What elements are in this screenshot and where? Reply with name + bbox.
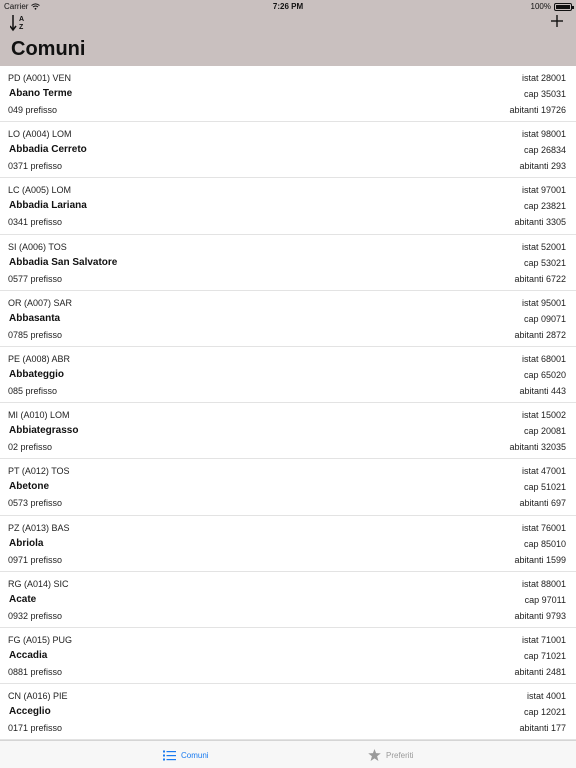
comune-cap: cap 71021 bbox=[523, 650, 566, 661]
tab-comuni[interactable] bbox=[163, 741, 209, 768]
row-line-top bbox=[8, 354, 566, 364]
row-line-bottom bbox=[8, 442, 566, 452]
row-line-bottom bbox=[8, 555, 566, 565]
row-line-top bbox=[8, 579, 566, 589]
page-title: Comuni bbox=[11, 38, 86, 60]
comune-code: PD (A001) VEN bbox=[8, 73, 72, 83]
comune-istat: istat 98001 bbox=[521, 129, 566, 140]
comune-name: Abbadia Cerreto bbox=[9, 144, 87, 156]
row-line-top bbox=[8, 635, 566, 645]
comune-abitanti: abitanti 32035 bbox=[509, 442, 566, 453]
row-line-top bbox=[8, 129, 566, 139]
comune-prefisso: 085 prefisso bbox=[8, 385, 58, 396]
comune-istat: istat 47001 bbox=[521, 466, 566, 477]
comune-istat: istat 95001 bbox=[521, 297, 566, 308]
comune-code: LO (A004) LOM bbox=[8, 129, 72, 140]
comune-prefisso: 0341 prefisso bbox=[8, 217, 63, 228]
list-item[interactable] bbox=[0, 66, 576, 122]
row-line-top bbox=[8, 185, 566, 195]
comune-cap: cap 97011 bbox=[524, 594, 566, 605]
comune-name: Acate bbox=[9, 593, 37, 605]
list-item[interactable] bbox=[0, 684, 576, 740]
list-item[interactable] bbox=[0, 516, 576, 572]
comune-name: Abetone bbox=[9, 481, 49, 493]
comune-code: SI (A006) TOS bbox=[8, 241, 67, 252]
row-line-top bbox=[8, 73, 566, 83]
comune-istat: istat 76001 bbox=[521, 522, 566, 533]
comune-prefisso: 0971 prefisso bbox=[8, 554, 63, 565]
row-line-middle bbox=[8, 650, 566, 661]
comune-code: PE (A008) ABR bbox=[8, 353, 71, 364]
row-line-middle bbox=[8, 481, 566, 492]
list-item[interactable] bbox=[0, 403, 576, 459]
comune-cap: cap 09071 bbox=[523, 313, 566, 324]
tab-preferiti[interactable] bbox=[368, 741, 414, 768]
comune-abitanti: abitanti 177 bbox=[519, 723, 566, 734]
row-line-top bbox=[8, 466, 566, 476]
row-line-middle bbox=[8, 538, 566, 549]
list-item[interactable] bbox=[0, 347, 576, 403]
comune-prefisso: 02 prefisso bbox=[8, 442, 53, 453]
comune-code: OR (A007) SAR bbox=[8, 297, 73, 308]
comune-abitanti: abitanti 6722 bbox=[514, 273, 566, 284]
comune-name: Abbadia San Salvatore bbox=[9, 256, 118, 268]
list-item[interactable] bbox=[0, 122, 576, 178]
comune-abitanti: abitanti 2872 bbox=[514, 329, 566, 340]
row-line-top bbox=[8, 691, 566, 701]
tab-comuni-label: Comuni bbox=[181, 750, 209, 760]
comune-abitanti: abitanti 697 bbox=[519, 498, 566, 509]
comune-code: CN (A016) PIE bbox=[8, 691, 68, 702]
list-icon bbox=[163, 750, 176, 761]
row-line-top bbox=[8, 242, 566, 252]
tab-bar bbox=[0, 740, 576, 768]
comune-abitanti: abitanti 3305 bbox=[514, 217, 566, 228]
row-line-middle bbox=[8, 144, 566, 155]
comune-istat: istat 97001 bbox=[521, 185, 566, 196]
comune-name: Abbadia Lariana bbox=[9, 200, 87, 212]
row-line-middle bbox=[8, 706, 566, 717]
comune-name: Abbateggio bbox=[9, 368, 64, 380]
comune-code: RG (A014) SIC bbox=[8, 578, 69, 589]
battery-percent: 100% bbox=[530, 2, 551, 11]
row-line-bottom bbox=[8, 330, 566, 340]
list-item[interactable] bbox=[0, 459, 576, 515]
row-line-middle bbox=[8, 594, 566, 605]
comune-prefisso: 0577 prefisso bbox=[8, 273, 63, 284]
comune-istat: istat 88001 bbox=[521, 578, 566, 589]
row-line-bottom bbox=[8, 105, 566, 115]
comune-cap: cap 35031 bbox=[523, 89, 566, 99]
comune-abitanti: abitanti 2481 bbox=[514, 666, 566, 677]
comune-code: MI (A010) LOM bbox=[8, 410, 70, 421]
comune-name: Abbiategrasso bbox=[9, 425, 79, 437]
row-line-bottom bbox=[8, 498, 566, 508]
comune-cap: cap 65020 bbox=[523, 369, 566, 380]
comune-prefisso: 0785 prefisso bbox=[8, 329, 63, 340]
comune-cap: cap 12021 bbox=[523, 707, 566, 718]
comune-name: Abano Terme bbox=[9, 88, 73, 99]
comune-cap: cap 26834 bbox=[523, 145, 566, 156]
comune-abitanti: abitanti 19726 bbox=[509, 105, 566, 115]
comune-istat: istat 71001 bbox=[521, 634, 566, 645]
comune-istat: istat 4001 bbox=[526, 691, 566, 702]
status-time: 7:26 PM bbox=[272, 2, 304, 11]
sort-button[interactable] bbox=[10, 14, 28, 34]
list-item[interactable] bbox=[0, 572, 576, 628]
status-battery bbox=[531, 2, 572, 11]
status-bar bbox=[0, 0, 576, 12]
comune-abitanti: abitanti 443 bbox=[519, 385, 566, 396]
comune-istat: istat 15002 bbox=[521, 410, 566, 421]
comune-cap: cap 20081 bbox=[523, 426, 566, 437]
comune-cap: cap 85010 bbox=[523, 538, 566, 549]
row-line-bottom bbox=[8, 386, 566, 396]
svg-text:A: A bbox=[19, 16, 25, 23]
comune-name: Accadia bbox=[9, 649, 48, 661]
row-line-middle bbox=[8, 369, 566, 380]
comune-prefisso: 0371 prefisso bbox=[8, 161, 63, 172]
comune-istat: istat 28001 bbox=[521, 73, 566, 83]
comune-prefisso: 0932 prefisso bbox=[8, 610, 63, 621]
comune-abitanti: abitanti 9793 bbox=[514, 610, 566, 621]
navigation-header bbox=[0, 0, 576, 66]
comune-prefisso: 049 prefisso bbox=[8, 105, 58, 115]
list-item[interactable] bbox=[0, 235, 576, 291]
row-line-bottom bbox=[8, 217, 566, 227]
plus-icon bbox=[550, 14, 564, 28]
comune-cap: cap 23821 bbox=[523, 201, 566, 212]
comuni-list[interactable] bbox=[0, 66, 576, 740]
row-line-top bbox=[8, 410, 566, 420]
row-line-bottom bbox=[8, 274, 566, 284]
comune-abitanti: abitanti 1599 bbox=[514, 554, 566, 565]
row-line-bottom bbox=[8, 611, 566, 621]
comune-cap: cap 51021 bbox=[523, 482, 566, 493]
comune-prefisso: 0171 prefisso bbox=[8, 723, 63, 734]
comune-name: Acceglio bbox=[9, 706, 51, 718]
row-line-middle bbox=[8, 257, 566, 268]
battery-icon bbox=[554, 3, 572, 11]
tab-preferiti-label: Preferiti bbox=[386, 750, 414, 760]
row-line-top bbox=[8, 298, 566, 308]
add-button[interactable] bbox=[550, 14, 566, 30]
comune-cap: cap 53021 bbox=[523, 257, 566, 268]
row-line-bottom bbox=[8, 723, 566, 733]
row-line-middle bbox=[8, 313, 566, 324]
comune-code: LC (A005) LOM bbox=[8, 185, 72, 196]
comune-code: PZ (A013) BAS bbox=[8, 522, 70, 533]
comune-istat: istat 52001 bbox=[521, 241, 566, 252]
sort-az-icon bbox=[10, 14, 26, 32]
row-line-top bbox=[8, 523, 566, 533]
comune-code: PT (A012) TOS bbox=[8, 466, 70, 477]
comune-istat: istat 68001 bbox=[521, 353, 566, 364]
row-line-bottom bbox=[8, 667, 566, 677]
comune-name: Abbasanta bbox=[9, 312, 61, 324]
svg-text:Z: Z bbox=[19, 24, 24, 31]
carrier-label: Carrier bbox=[4, 2, 29, 11]
row-line-middle bbox=[8, 425, 566, 436]
list-item[interactable] bbox=[0, 178, 576, 234]
comune-prefisso: 0573 prefisso bbox=[8, 498, 63, 509]
row-line-bottom bbox=[8, 161, 566, 171]
list-item[interactable] bbox=[0, 628, 576, 684]
row-line-middle bbox=[8, 88, 566, 99]
comune-code: FG (A015) PUG bbox=[8, 634, 73, 645]
star-icon bbox=[368, 749, 381, 761]
comune-prefisso: 0881 prefisso bbox=[8, 666, 63, 677]
row-line-middle bbox=[8, 200, 566, 211]
comune-name: Abriola bbox=[9, 537, 44, 549]
list-item[interactable] bbox=[0, 291, 576, 347]
comune-abitanti: abitanti 293 bbox=[519, 161, 566, 172]
